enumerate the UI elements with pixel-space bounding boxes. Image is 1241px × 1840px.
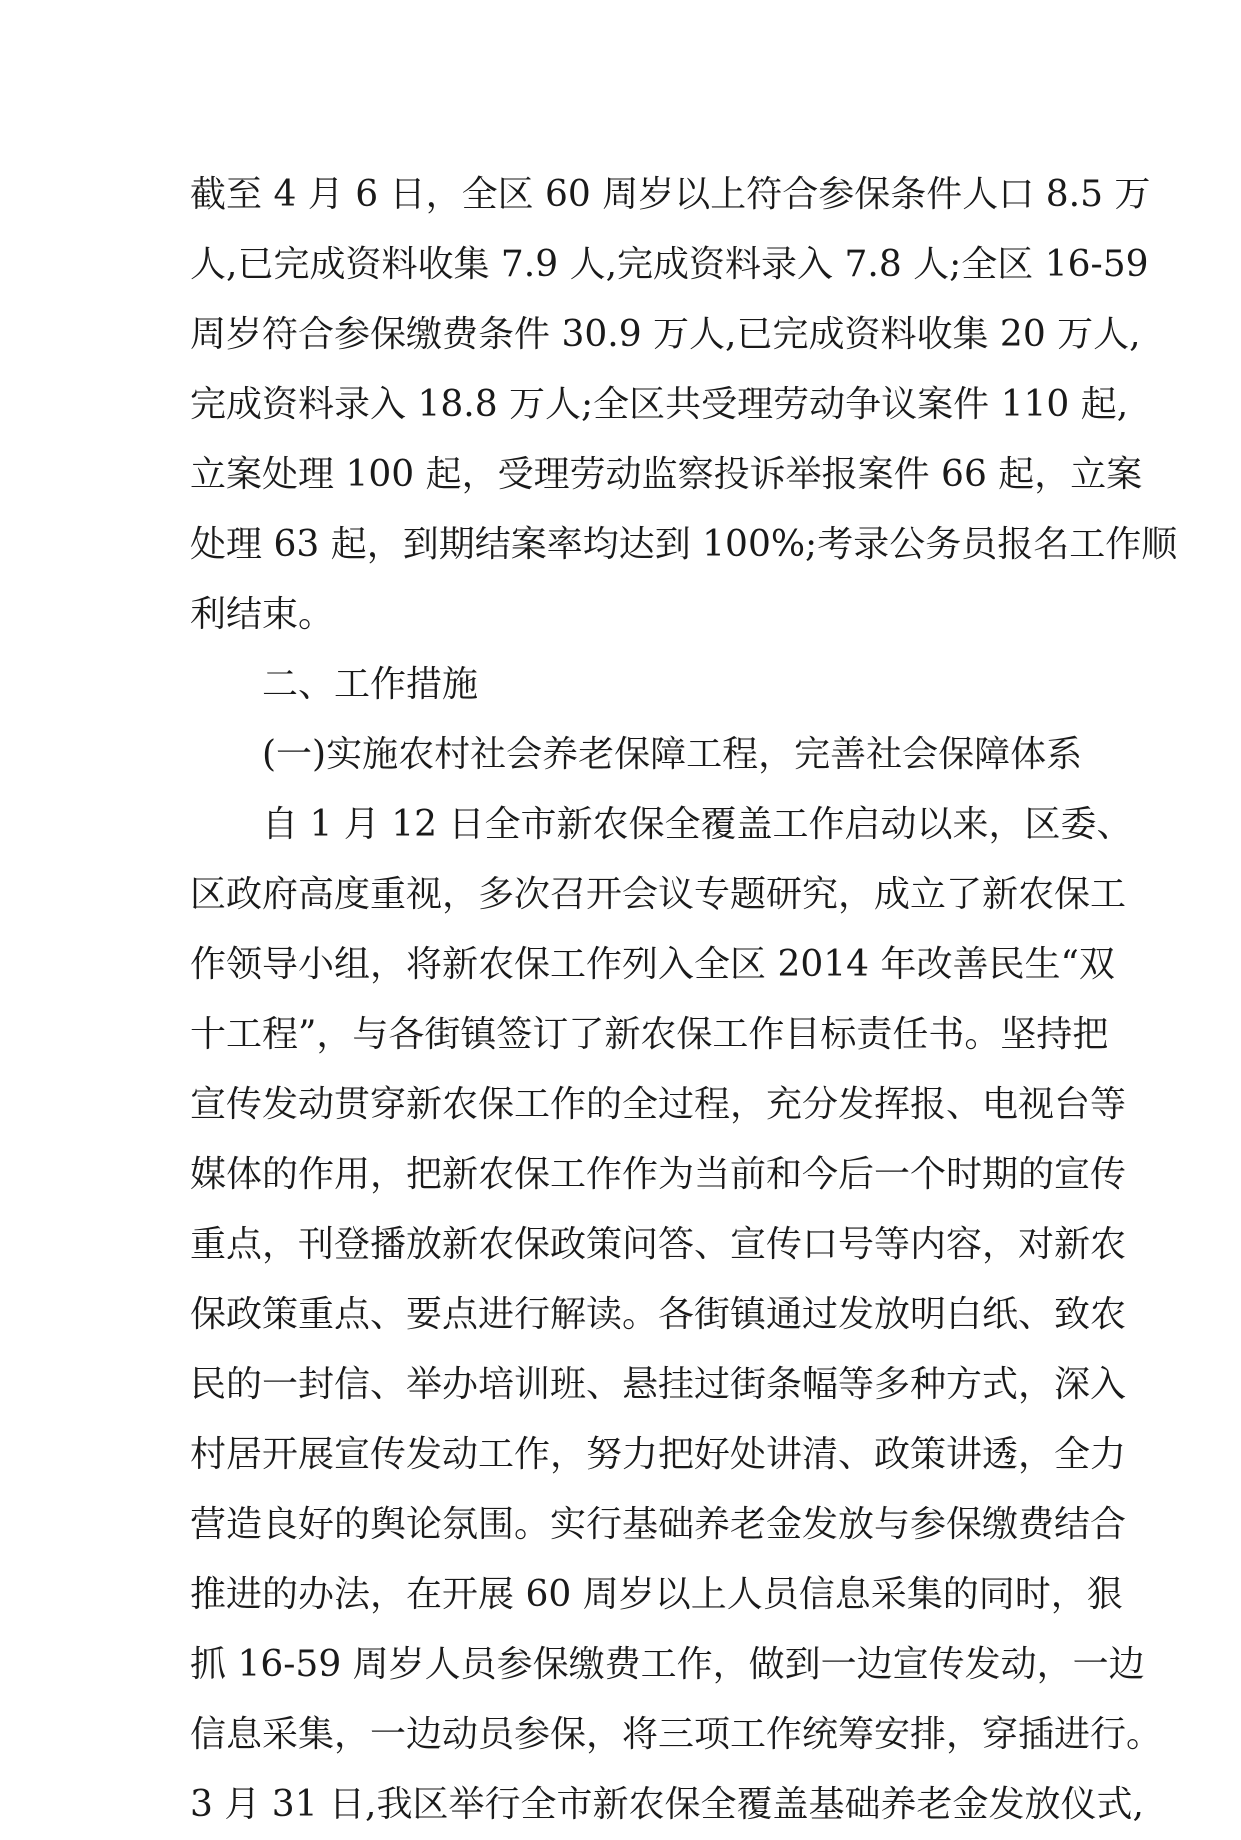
text-line: 区政府高度重视，多次召开会议专题研究，成立了新农保工 [190,874,1127,915]
text-line: 营造良好的舆论氛围。实行基础养老金发放与参保缴费结合 [190,1504,1127,1545]
text-line: 宣传发动贯穿新农保工作的全过程，充分发挥报、电视台等 [190,1084,1127,1125]
text-line: 信息采集，一边动员参保，将三项工作统筹安排，穿插进行。 [190,1714,1163,1755]
text-line: 人,已完成资料收集 7.9 人,完成资料录入 7.8 人;全区 16-59 [190,244,1149,285]
text-line: 保政策重点、要点进行解读。各街镇通过发放明白纸、致农 [190,1294,1127,1335]
text-line: 处理 63 起，到期结案率均达到 100%;考录公务员报名工作顺 [190,524,1178,565]
text-line: 周岁符合参保缴费条件 30.9 万人,已完成资料收集 20 万人, [190,314,1141,355]
text-line: 截至 4 月 6 日，全区 60 周岁以上符合参保条件人口 8.5 万 [190,174,1151,215]
subsection-heading: (一)实施农村社会养老保障工程，完善社会保障体系 [262,734,1083,775]
document-body [190,160,1178,1840]
text-line: 媒体的作用，把新农保工作作为当前和今后一个时期的宣传 [190,1154,1127,1195]
text-line: 作领导小组，将新农保工作列入全区 2014 年改善民生“双 [190,944,1115,985]
text-line: 利结束。 [190,594,335,635]
text-line: 立案处理 100 起，受理劳动监察投诉举报案件 66 起，立案 [190,454,1143,495]
text-line: 村居开展宣传发动工作，努力把好处讲清、政策讲透，全力 [190,1434,1127,1475]
text-line: 民的一封信、举办培训班、悬挂过街条幅等多种方式，深入 [190,1364,1127,1405]
text-line: 抓 16-59 周岁人员参保缴费工作，做到一边宣传发动，一边 [190,1644,1145,1685]
text-line: 3 月 31 日,我区举行全市新农保全覆盖基础养老金发放仪式, [190,1784,1144,1825]
text-line: 推进的办法，在开展 60 周岁以上人员信息采集的同时，狠 [190,1574,1123,1615]
section-heading: 二、工作措施 [262,664,479,705]
text-line: 自 1 月 12 日全市新农保全覆盖工作启动以来，区委、 [262,804,1133,845]
text-line: 十工程”，与各街镇签订了新农保工作目标责任书。坚持把 [190,1014,1109,1055]
text-line: 重点，刊登播放新农保政策问答、宣传口号等内容，对新农 [190,1224,1127,1265]
text-line: 完成资料录入 18.8 万人;全区共受理劳动争议案件 110 起, [190,384,1129,425]
